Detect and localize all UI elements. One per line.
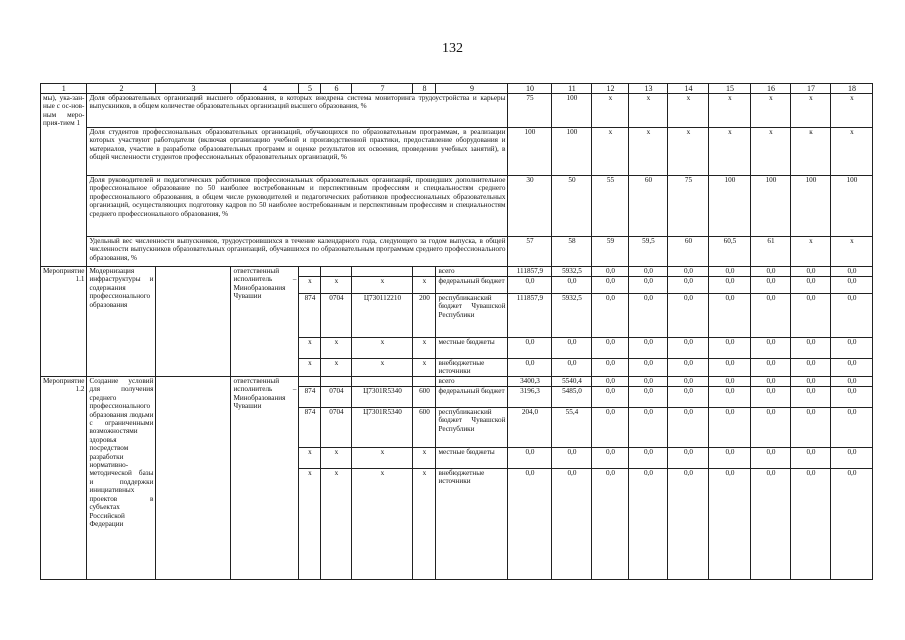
event-name: Модернизация инфраструктуры и содержания профессионального образования bbox=[87, 267, 156, 377]
funding-value: 0,0 bbox=[668, 387, 709, 408]
funding-source: местные бюджеты bbox=[436, 338, 508, 359]
funding-value: 0,0 bbox=[751, 294, 791, 338]
funding-value: 0,0 bbox=[592, 267, 629, 277]
indicator-text: Доля студентов профессиональных образовательных организаций, обучающихся по образовательным программам, в реализации которых участвуют работодатели (включая организацию учебной и производственной практики, предоставление оборудования и материалов, участие в разработке образовательных программ и оценке результатов их освоения, проведении учебных занятий), в общей численности студентов профессиональных образовательных организаций, % bbox=[87, 128, 508, 176]
indicator-value: 100 bbox=[791, 176, 831, 237]
target-article-code: x bbox=[352, 469, 413, 580]
funding-value: 0,0 bbox=[629, 267, 668, 277]
indicator-value: 60 bbox=[629, 176, 668, 237]
indicator-row bbox=[41, 176, 873, 237]
header-cell: 3 bbox=[156, 84, 231, 94]
funding-value: 0,0 bbox=[709, 377, 751, 387]
funding-value: 0,0 bbox=[791, 377, 831, 387]
funding-source: федеральный бюджет bbox=[436, 277, 508, 294]
expense-type-code bbox=[413, 377, 436, 387]
event-label: Мероприятие 1.1 bbox=[41, 267, 87, 377]
funding-value: 0,0 bbox=[791, 277, 831, 294]
funding-value: 0,0 bbox=[508, 469, 552, 580]
funding-value: 0,0 bbox=[751, 408, 791, 448]
expense-type-code: x bbox=[413, 338, 436, 359]
funding-value: 0,0 bbox=[592, 294, 629, 338]
target-article-code: x bbox=[352, 359, 413, 377]
indicator-value: x bbox=[592, 94, 629, 128]
funding-value: 0,0 bbox=[831, 469, 873, 580]
funding-value: 0,0 bbox=[709, 448, 751, 469]
header-cell: 11 bbox=[552, 84, 592, 94]
funding-value: 0,0 bbox=[629, 359, 668, 377]
section-code: 0704 bbox=[321, 294, 352, 338]
funding-value: 0,0 bbox=[592, 387, 629, 408]
funding-value: 0,0 bbox=[709, 277, 751, 294]
grbs-code: 874 bbox=[299, 294, 321, 338]
funding-value: 0,0 bbox=[629, 277, 668, 294]
grbs-code: x bbox=[299, 359, 321, 377]
funding-source: местные бюджеты bbox=[436, 448, 508, 469]
target-article-code bbox=[352, 267, 413, 277]
funding-value: 0,0 bbox=[508, 277, 552, 294]
indicator-value: 30 bbox=[508, 176, 552, 237]
funding-value: 5485,0 bbox=[552, 387, 592, 408]
program-table bbox=[40, 83, 873, 580]
expense-type-code: 600 bbox=[413, 408, 436, 448]
event-executor: ответственный исполнитель – Минобразования Чувашии bbox=[231, 267, 299, 377]
section-code: x bbox=[321, 448, 352, 469]
header-cell: 10 bbox=[508, 84, 552, 94]
expense-type-code: x bbox=[413, 359, 436, 377]
indicator-row bbox=[41, 128, 873, 176]
funding-source: федеральный бюджет bbox=[436, 387, 508, 408]
indicator-value: 100 bbox=[751, 176, 791, 237]
header-cell: 2 bbox=[87, 84, 156, 94]
grbs-code bbox=[299, 377, 321, 387]
funding-value: 0,0 bbox=[831, 338, 873, 359]
funding-value: 3400,3 bbox=[508, 377, 552, 387]
funding-value: 0,0 bbox=[592, 338, 629, 359]
indicator-value: x bbox=[629, 94, 668, 128]
funding-value: 0,0 bbox=[831, 294, 873, 338]
event-coexecutor bbox=[156, 267, 231, 377]
funding-value: 0,0 bbox=[668, 408, 709, 448]
indicator-value: к bbox=[791, 128, 831, 176]
block-label: мы), ука-зан-ные с ос-нов-ным меро-прия-тием 1 bbox=[41, 94, 87, 267]
funding-value: 0,0 bbox=[831, 267, 873, 277]
funding-value: 0,0 bbox=[629, 294, 668, 338]
indicator-value: x bbox=[629, 128, 668, 176]
indicator-value: 75 bbox=[508, 94, 552, 128]
header-cell: 12 bbox=[592, 84, 629, 94]
funding-value: 0,0 bbox=[592, 377, 629, 387]
event-label: Мероприятие 1.2 bbox=[41, 377, 87, 580]
indicator-value: x bbox=[709, 94, 751, 128]
target-article-code bbox=[352, 377, 413, 387]
funding-value: 0,0 bbox=[709, 408, 751, 448]
target-article-code: x bbox=[352, 448, 413, 469]
funding-value: 0,0 bbox=[751, 448, 791, 469]
indicator-value: 59,5 bbox=[629, 237, 668, 267]
funding-value: 0,0 bbox=[751, 267, 791, 277]
funding-value: 0,0 bbox=[668, 448, 709, 469]
funding-value: 0,0 bbox=[629, 408, 668, 448]
funding-value: 0,0 bbox=[592, 277, 629, 294]
funding-value: 0,0 bbox=[831, 448, 873, 469]
header-cell: 9 bbox=[436, 84, 508, 94]
funding-value: 0,0 bbox=[709, 387, 751, 408]
funding-value: 0,0 bbox=[668, 338, 709, 359]
indicator-value: x bbox=[791, 94, 831, 128]
funding-value: 5932,5 bbox=[552, 267, 592, 277]
funding-value: 0,0 bbox=[508, 359, 552, 377]
funding-value: 0,0 bbox=[751, 387, 791, 408]
funding-source: всего bbox=[436, 267, 508, 277]
section-code: x bbox=[321, 469, 352, 580]
target-article-code: Ц7301R5340 bbox=[352, 387, 413, 408]
funding-value: 0,0 bbox=[668, 277, 709, 294]
indicator-value: 59 bbox=[592, 237, 629, 267]
funding-value: 111857,9 bbox=[508, 267, 552, 277]
indicator-value: x bbox=[831, 237, 873, 267]
funding-value: 0,0 bbox=[831, 377, 873, 387]
funding-value: 0,0 bbox=[709, 294, 751, 338]
indicator-value: x bbox=[668, 128, 709, 176]
indicator-row bbox=[41, 94, 873, 128]
section-code: 0704 bbox=[321, 387, 352, 408]
funding-value: 0,0 bbox=[831, 359, 873, 377]
indicator-value: 75 bbox=[668, 176, 709, 237]
funding-value: 0,0 bbox=[791, 338, 831, 359]
funding-value: 0,0 bbox=[709, 359, 751, 377]
indicator-value: 61 bbox=[751, 237, 791, 267]
indicator-value: 60,5 bbox=[709, 237, 751, 267]
indicator-value: x bbox=[751, 94, 791, 128]
funding-value: 0,0 bbox=[751, 377, 791, 387]
header-cell: 1 bbox=[41, 84, 87, 94]
funding-value: 0,0 bbox=[751, 277, 791, 294]
funding-value: 0,0 bbox=[791, 267, 831, 277]
section-code: x bbox=[321, 359, 352, 377]
indicator-text: Доля образовательных организаций высшего образования, в которых внедрена система мониторинга трудоустройства и карьеры выпускников, в общем количестве образовательных организаций высшего образования, % bbox=[87, 94, 508, 128]
header-cell: 16 bbox=[751, 84, 791, 94]
funding-value: 0,0 bbox=[791, 469, 831, 580]
page-number: 132 bbox=[442, 41, 463, 56]
indicator-value: 100 bbox=[552, 128, 592, 176]
funding-value: 55,4 bbox=[552, 408, 592, 448]
indicator-value: 58 bbox=[552, 237, 592, 267]
funding-value: 0,0 bbox=[592, 408, 629, 448]
funding-value: 0,0 bbox=[709, 338, 751, 359]
funding-value: 0,0 bbox=[668, 267, 709, 277]
header-cell: 8 bbox=[413, 84, 436, 94]
header-cell: 15 bbox=[709, 84, 751, 94]
event-executor: ответственный исполнитель – Минобразования Чувашии bbox=[231, 377, 299, 580]
target-article-code: Ц7301R5340 bbox=[352, 408, 413, 448]
funding-value: 0,0 bbox=[552, 338, 592, 359]
funding-value: 204,0 bbox=[508, 408, 552, 448]
grbs-code: x bbox=[299, 469, 321, 580]
indicator-value: 100 bbox=[709, 176, 751, 237]
indicator-text: Удельный вес численности выпускников, трудоустроившихся в течение календарного года, следующего за годом выпуска, в общей численности выпускников образовательных организаций, обучавшихся по образовательным программам среднего профессионального образования, % bbox=[87, 237, 508, 267]
funding-value: 0,0 bbox=[552, 469, 592, 580]
funding-source: внебюджетные источники bbox=[436, 359, 508, 377]
header-cell: 17 bbox=[791, 84, 831, 94]
section-code: x bbox=[321, 277, 352, 294]
funding-value: 0,0 bbox=[629, 377, 668, 387]
funding-value: 0,0 bbox=[791, 359, 831, 377]
funding-value: 0,0 bbox=[831, 277, 873, 294]
expense-type-code: 600 bbox=[413, 387, 436, 408]
header-cell: 6 bbox=[321, 84, 352, 94]
funding-value: 111857,9 bbox=[508, 294, 552, 338]
grbs-code: x bbox=[299, 277, 321, 294]
header-cell: 7 bbox=[352, 84, 413, 94]
funding-value: 0,0 bbox=[629, 387, 668, 408]
header-row bbox=[41, 84, 873, 94]
funding-value: 3196,3 bbox=[508, 387, 552, 408]
funding-value: 0,0 bbox=[831, 387, 873, 408]
funding-value: 0,0 bbox=[791, 448, 831, 469]
header-cell: 4 bbox=[231, 84, 299, 94]
funding-value: 0,0 bbox=[791, 408, 831, 448]
expense-type-code: x bbox=[413, 469, 436, 580]
header-cell: 13 bbox=[629, 84, 668, 94]
funding-value: 0,0 bbox=[668, 469, 709, 580]
event-coexecutor bbox=[156, 377, 231, 580]
funding-value: 0,0 bbox=[831, 408, 873, 448]
indicator-value: 60 bbox=[668, 237, 709, 267]
funding-value: 0,0 bbox=[629, 469, 668, 580]
funding-value: 0,0 bbox=[629, 448, 668, 469]
funding-value: 0,0 bbox=[791, 387, 831, 408]
header-cell: 14 bbox=[668, 84, 709, 94]
indicator-value: x bbox=[709, 128, 751, 176]
header-cell: 5 bbox=[299, 84, 321, 94]
funding-value: 5540,4 bbox=[552, 377, 592, 387]
funding-value: 0,0 bbox=[552, 359, 592, 377]
indicator-value: x bbox=[791, 237, 831, 267]
indicator-value: x bbox=[668, 94, 709, 128]
target-article-code: Ц730112210 bbox=[352, 294, 413, 338]
expense-type-code bbox=[413, 267, 436, 277]
funding-value: 0,0 bbox=[592, 448, 629, 469]
funding-value: 0,0 bbox=[709, 267, 751, 277]
funding-source: внебюджетные источники bbox=[436, 469, 508, 580]
funding-value: 0,0 bbox=[629, 338, 668, 359]
indicator-row bbox=[41, 237, 873, 267]
funding-value: 0,0 bbox=[751, 469, 791, 580]
expense-type-code: 200 bbox=[413, 294, 436, 338]
funding-value: 5932,5 bbox=[552, 294, 592, 338]
grbs-code: x bbox=[299, 448, 321, 469]
event-row bbox=[41, 377, 873, 387]
expense-type-code: x bbox=[413, 277, 436, 294]
event-name: Создание условий для получения среднего профессионального образования людьми с ограниченными возможностями здоровья посредством разработки нормативно-методической базы и поддержки инициативных проектов в субъектах Российской Федерации bbox=[87, 377, 156, 580]
funding-value: 0,0 bbox=[592, 469, 629, 580]
grbs-code: 874 bbox=[299, 408, 321, 448]
indicator-value: x bbox=[831, 94, 873, 128]
indicator-text: Доля руководителей и педагогических работников профессиональных образовательных организаций, прошедших дополнительное профессиональное образование по 50 наиболее востребованным и перспективным профессиям и специальностям среднего профессионального образования, в общем числе руководителей и педагогических работников профессиональных образовательных организаций, осуществляющих подготовку кадров по 50 наиболее востребованным и перспективным профессиям и специальностям среднего профессионального образования, % bbox=[87, 176, 508, 237]
funding-source: республиканский бюджет Чувашской Республики bbox=[436, 408, 508, 448]
funding-source: всего bbox=[436, 377, 508, 387]
funding-value: 0,0 bbox=[592, 359, 629, 377]
funding-value: 0,0 bbox=[709, 469, 751, 580]
grbs-code: x bbox=[299, 338, 321, 359]
event-row bbox=[41, 267, 873, 277]
indicator-value: x bbox=[751, 128, 791, 176]
section-code: x bbox=[321, 338, 352, 359]
funding-value: 0,0 bbox=[668, 359, 709, 377]
indicator-value: 57 bbox=[508, 237, 552, 267]
funding-source: республиканский бюджет Чувашской Республики bbox=[436, 294, 508, 338]
funding-value: 0,0 bbox=[552, 448, 592, 469]
funding-value: 0,0 bbox=[552, 277, 592, 294]
funding-value: 0,0 bbox=[508, 448, 552, 469]
indicator-value: 100 bbox=[831, 176, 873, 237]
indicator-value: 100 bbox=[508, 128, 552, 176]
indicator-value: x bbox=[592, 128, 629, 176]
funding-value: 0,0 bbox=[668, 294, 709, 338]
indicator-value: 100 bbox=[552, 94, 592, 128]
section-code: 0704 bbox=[321, 408, 352, 448]
funding-value: 0,0 bbox=[791, 294, 831, 338]
funding-value: 0,0 bbox=[668, 377, 709, 387]
header-cell: 18 bbox=[831, 84, 873, 94]
funding-value: 0,0 bbox=[751, 359, 791, 377]
indicator-value: x bbox=[831, 128, 873, 176]
grbs-code bbox=[299, 267, 321, 277]
indicator-value: 55 bbox=[592, 176, 629, 237]
indicator-value: 50 bbox=[552, 176, 592, 237]
section-code bbox=[321, 267, 352, 277]
section-code bbox=[321, 377, 352, 387]
target-article-code: x bbox=[352, 338, 413, 359]
grbs-code: 874 bbox=[299, 387, 321, 408]
target-article-code: x bbox=[352, 277, 413, 294]
expense-type-code: x bbox=[413, 448, 436, 469]
funding-value: 0,0 bbox=[508, 338, 552, 359]
funding-value: 0,0 bbox=[751, 338, 791, 359]
